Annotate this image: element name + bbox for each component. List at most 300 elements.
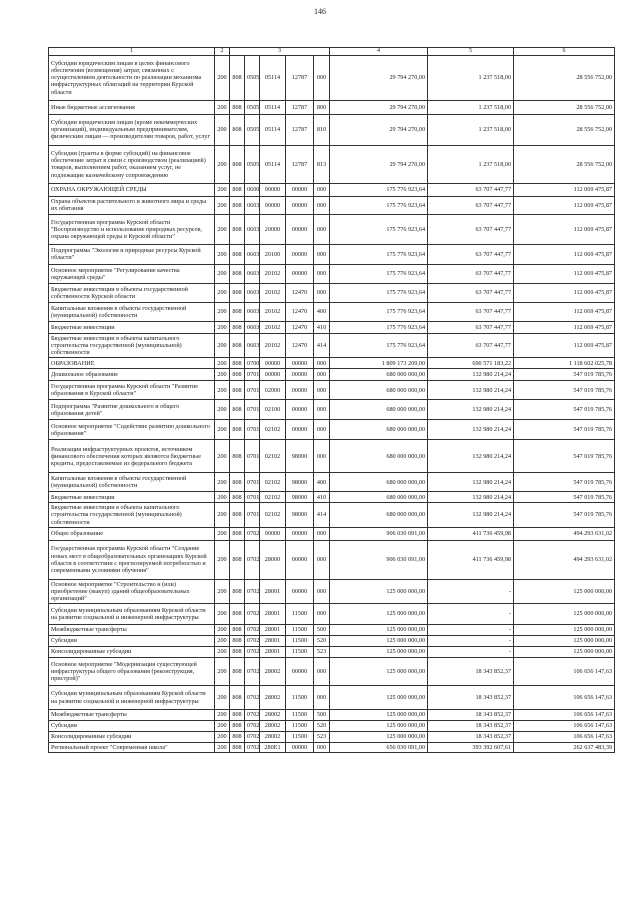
code-cell: 410 <box>314 321 330 333</box>
code-cell: 200 <box>215 658 230 686</box>
code-cell: 414 <box>314 333 330 357</box>
code-cell: 00000 <box>286 264 314 283</box>
value-executed: 411 736 459,98 <box>428 527 514 540</box>
value-remaining: 112 069 475,87 <box>514 196 615 214</box>
value-executed: 132 980 214,24 <box>428 492 514 503</box>
code-cell: 05114 <box>260 55 286 100</box>
code-cell: 20100 <box>260 244 286 264</box>
value-executed: 690 571 183,22 <box>428 358 514 369</box>
code-cell: 0702 <box>245 721 260 732</box>
value-plan: 175 776 923,64 <box>330 283 428 302</box>
table-row <box>49 283 615 302</box>
code-cell: 000 <box>314 358 330 369</box>
column-header: 3 <box>230 48 330 56</box>
column-header: 6 <box>514 48 615 56</box>
value-remaining: 494 293 631,02 <box>514 540 615 579</box>
value-executed: 18 343 852,37 <box>428 658 514 686</box>
value-plan: 175 776 923,64 <box>330 183 428 196</box>
table-row <box>49 321 615 333</box>
code-cell: 808 <box>230 196 245 214</box>
code-cell: 0603 <box>245 264 260 283</box>
value-plan: 29 794 270,00 <box>330 55 428 100</box>
table-row <box>49 333 615 357</box>
row-name: Бюджетные инвестиции в объекты государственной собственности Курской области <box>49 283 215 302</box>
code-cell: 00000 <box>286 183 314 196</box>
row-name: Бюджетные инвестиции <box>49 492 215 503</box>
page-number: 146 <box>314 7 326 16</box>
code-cell: 00000 <box>286 381 314 400</box>
value-remaining: 547 019 785,76 <box>514 381 615 400</box>
row-name: Государственная программа Курской области "Создание новых мест в общеобразовательных организациях Курской области в соответствии с прогнозируемой потребностью и современными условиями обучения" <box>49 540 215 579</box>
value-plan: 29 794 270,00 <box>330 100 428 114</box>
row-name: Охрана объектов растительного и животного мира и среды их обитания <box>49 196 215 214</box>
value-remaining: 112 069 475,87 <box>514 264 615 283</box>
code-cell: 280E1 <box>260 743 286 753</box>
code-cell: 523 <box>314 732 330 743</box>
code-cell: 808 <box>230 503 245 527</box>
code-cell: 000 <box>314 183 330 196</box>
code-cell: 808 <box>230 321 245 333</box>
code-cell: 808 <box>230 369 245 381</box>
value-plan: 125 000 000,00 <box>330 636 428 647</box>
code-cell: 200 <box>215 743 230 753</box>
value-executed: 393 392 607,61 <box>428 743 514 753</box>
code-cell: 0603 <box>245 302 260 321</box>
row-name: Субсидии муниципальным образованиям Курской области на развитие социальной и инженерной инфраструктуры <box>49 604 215 625</box>
code-cell: 00000 <box>260 527 286 540</box>
code-cell: 808 <box>230 721 245 732</box>
value-remaining: 125 000 000,00 <box>514 625 615 636</box>
code-cell: 808 <box>230 527 245 540</box>
row-name: Консолидированные субсидии <box>49 732 215 743</box>
value-executed: 63 707 447,77 <box>428 302 514 321</box>
code-cell: 000 <box>314 264 330 283</box>
table-row <box>49 214 615 244</box>
code-cell: 000 <box>314 369 330 381</box>
code-cell: 200 <box>215 244 230 264</box>
code-cell: 808 <box>230 604 245 625</box>
code-cell: 000 <box>314 196 330 214</box>
code-cell: 12787 <box>286 114 314 145</box>
table-row <box>49 55 615 100</box>
code-cell: 11500 <box>286 604 314 625</box>
table-row <box>49 743 615 753</box>
code-cell: 0700 <box>245 358 260 369</box>
code-cell: 12470 <box>286 283 314 302</box>
value-executed: 1 237 518,00 <box>428 100 514 114</box>
code-cell: 0702 <box>245 527 260 540</box>
value-executed: 1 237 518,00 <box>428 55 514 100</box>
code-cell: 00000 <box>286 244 314 264</box>
code-cell: 0702 <box>245 658 260 686</box>
value-executed: 63 707 447,77 <box>428 321 514 333</box>
value-executed: 132 980 214,24 <box>428 473 514 492</box>
code-cell: 12470 <box>286 302 314 321</box>
value-executed: 63 707 447,77 <box>428 264 514 283</box>
code-cell: 28001 <box>260 579 286 603</box>
code-cell: 28000 <box>260 540 286 579</box>
code-cell: 0701 <box>245 492 260 503</box>
value-executed: - <box>428 579 514 603</box>
code-cell: 11500 <box>286 636 314 647</box>
code-cell: 28001 <box>260 625 286 636</box>
value-plan: 29 794 270,00 <box>330 145 428 183</box>
code-cell: 200 <box>215 114 230 145</box>
row-name: Основное мероприятие "Содействие развитию дошкольного образования" <box>49 420 215 440</box>
code-cell: 28002 <box>260 732 286 743</box>
row-name: Субсидии (гранты в форме субсидий) на финансовое обеспечение затрат в связи с производством (реализацией) товаров, выполнением работ, оказанием услуг, не подлежащие казначейскому сопровождению <box>49 145 215 183</box>
code-cell: 00000 <box>286 400 314 420</box>
table-row <box>49 658 615 686</box>
code-cell: 808 <box>230 658 245 686</box>
code-cell: 000 <box>314 381 330 400</box>
code-cell: 0702 <box>245 604 260 625</box>
code-cell: 0505 <box>245 100 260 114</box>
code-cell: 12787 <box>286 100 314 114</box>
code-cell: 0702 <box>245 636 260 647</box>
value-remaining: 106 656 147,63 <box>514 721 615 732</box>
value-plan: 125 000 000,00 <box>330 625 428 636</box>
value-plan: 906 030 091,00 <box>330 540 428 579</box>
code-cell: 200 <box>215 647 230 658</box>
code-cell: 200 <box>215 321 230 333</box>
value-plan: 29 794 270,00 <box>330 114 428 145</box>
row-name: Субсидии <box>49 636 215 647</box>
code-cell: 0600 <box>245 183 260 196</box>
value-executed: 132 980 214,24 <box>428 420 514 440</box>
code-cell: 200 <box>215 503 230 527</box>
value-executed: 63 707 447,77 <box>428 183 514 196</box>
value-remaining: 106 656 147,63 <box>514 658 615 686</box>
value-remaining: 106 656 147,63 <box>514 710 615 721</box>
row-name: Иные бюджетные ассигнования <box>49 100 215 114</box>
value-remaining: 106 656 147,63 <box>514 732 615 743</box>
code-cell: 810 <box>314 114 330 145</box>
table-row <box>49 604 615 625</box>
code-cell: 813 <box>314 145 330 183</box>
code-cell: 02102 <box>260 440 286 473</box>
code-cell: 200 <box>215 333 230 357</box>
code-cell: 28002 <box>260 721 286 732</box>
code-cell: 0603 <box>245 214 260 244</box>
code-cell: 523 <box>314 647 330 658</box>
code-cell: 200 <box>215 721 230 732</box>
value-plan: 680 000 000,00 <box>330 369 428 381</box>
code-cell: 12787 <box>286 55 314 100</box>
value-executed: 18 343 852,37 <box>428 732 514 743</box>
code-cell: 0701 <box>245 440 260 473</box>
code-cell: 0701 <box>245 503 260 527</box>
code-cell: 20000 <box>260 214 286 244</box>
code-cell: 02000 <box>260 381 286 400</box>
code-cell: 200 <box>215 55 230 100</box>
code-cell: 0603 <box>245 244 260 264</box>
value-remaining: 125 000 000,00 <box>514 647 615 658</box>
code-cell: 200 <box>215 369 230 381</box>
value-remaining: 547 019 785,76 <box>514 440 615 473</box>
code-cell: 05114 <box>260 100 286 114</box>
value-executed: 63 707 447,77 <box>428 283 514 302</box>
value-plan: 175 776 923,64 <box>330 333 428 357</box>
row-name: ОХРАНА ОКРУЖАЮЩЕЙ СРЕДЫ <box>49 183 215 196</box>
value-remaining: 1 118 602 025,78 <box>514 358 615 369</box>
code-cell: 02100 <box>260 400 286 420</box>
column-header: 2 <box>215 48 230 56</box>
value-executed: 18 343 852,37 <box>428 710 514 721</box>
value-remaining: 547 019 785,76 <box>514 420 615 440</box>
code-cell: 000 <box>314 420 330 440</box>
row-name: Реализация инфраструктурных проектов, источником финансового обеспечения которых являются бюджетные кредиты, предоставляемые из федерального бюджета <box>49 440 215 473</box>
code-cell: 20102 <box>260 264 286 283</box>
code-cell: 11500 <box>286 647 314 658</box>
row-name: Региональный проект "Современная школа" <box>49 743 215 753</box>
code-cell: 200 <box>215 100 230 114</box>
code-cell: 0505 <box>245 55 260 100</box>
code-cell: 200 <box>215 604 230 625</box>
code-cell: 808 <box>230 283 245 302</box>
code-cell: 0701 <box>245 381 260 400</box>
code-cell: 808 <box>230 145 245 183</box>
code-cell: 000 <box>314 579 330 603</box>
code-cell: 410 <box>314 492 330 503</box>
value-executed: 63 707 447,77 <box>428 214 514 244</box>
code-cell: 02102 <box>260 473 286 492</box>
row-name: Основное мероприятие "Модернизация существующей инфраструктуры общего образования (реконструкция, пристрой)" <box>49 658 215 686</box>
code-cell: 02102 <box>260 492 286 503</box>
code-cell: 200 <box>215 183 230 196</box>
value-remaining: 112 069 475,87 <box>514 244 615 264</box>
code-cell: 400 <box>314 302 330 321</box>
row-name: Государственная программа Курской области "Воспроизводство и использование природных ресурсов, охрана окружающей среды в Курской области" <box>49 214 215 244</box>
table-row <box>49 196 615 214</box>
value-executed: 411 736 459,98 <box>428 540 514 579</box>
code-cell: 05114 <box>260 114 286 145</box>
value-executed: - <box>428 636 514 647</box>
code-cell: 0603 <box>245 321 260 333</box>
table-row <box>49 540 615 579</box>
code-cell: 0702 <box>245 686 260 710</box>
code-cell: 0505 <box>245 114 260 145</box>
value-remaining: 112 069 475,87 <box>514 214 615 244</box>
code-cell: 808 <box>230 732 245 743</box>
code-cell: 11500 <box>286 686 314 710</box>
code-cell: 0702 <box>245 743 260 753</box>
code-cell: 808 <box>230 114 245 145</box>
column-header: 5 <box>428 48 514 56</box>
value-plan: 125 000 000,00 <box>330 604 428 625</box>
code-cell: 11500 <box>286 710 314 721</box>
code-cell: 28002 <box>260 710 286 721</box>
value-remaining: 125 000 000,00 <box>514 636 615 647</box>
code-cell: 0603 <box>245 196 260 214</box>
row-name: Дошкольное образование <box>49 369 215 381</box>
table-row <box>49 527 615 540</box>
code-cell: 000 <box>314 604 330 625</box>
code-cell: 0702 <box>245 625 260 636</box>
code-cell: 0505 <box>245 145 260 183</box>
table-row <box>49 647 615 658</box>
code-cell: 000 <box>314 283 330 302</box>
value-plan: 175 776 923,64 <box>330 264 428 283</box>
code-cell: 500 <box>314 625 330 636</box>
value-remaining: 262 637 483,39 <box>514 743 615 753</box>
code-cell: 200 <box>215 527 230 540</box>
row-name: Консолидированные субсидии <box>49 647 215 658</box>
value-executed: - <box>428 604 514 625</box>
value-remaining: 547 019 785,76 <box>514 492 615 503</box>
code-cell: 000 <box>314 244 330 264</box>
code-cell: 000 <box>314 658 330 686</box>
code-cell: 000 <box>314 527 330 540</box>
code-cell: 808 <box>230 55 245 100</box>
value-remaining: 28 556 752,00 <box>514 145 615 183</box>
code-cell: 0702 <box>245 540 260 579</box>
code-cell: 808 <box>230 647 245 658</box>
code-cell: 200 <box>215 381 230 400</box>
row-name: Бюджетные инвестиции в объекты капитального строительства государственной (муниципальной) собственности <box>49 333 215 357</box>
code-cell: 808 <box>230 381 245 400</box>
code-cell: 808 <box>230 264 245 283</box>
code-cell: 11500 <box>286 625 314 636</box>
code-cell: 0702 <box>245 647 260 658</box>
code-cell: 520 <box>314 721 330 732</box>
code-cell: 12470 <box>286 321 314 333</box>
code-cell: 520 <box>314 636 330 647</box>
code-cell: 00000 <box>260 183 286 196</box>
table-row <box>49 264 615 283</box>
code-cell: 200 <box>215 636 230 647</box>
code-cell: 500 <box>314 710 330 721</box>
column-number-row <box>49 48 615 56</box>
value-plan: 680 000 000,00 <box>330 381 428 400</box>
value-executed: 63 707 447,77 <box>428 196 514 214</box>
row-name: ОБРАЗОВАНИЕ <box>49 358 215 369</box>
code-cell: 808 <box>230 244 245 264</box>
value-executed: 132 980 214,24 <box>428 503 514 527</box>
code-cell: 28001 <box>260 604 286 625</box>
table-row <box>49 473 615 492</box>
table-row <box>49 369 615 381</box>
code-cell: 000 <box>314 540 330 579</box>
code-cell: 200 <box>215 625 230 636</box>
value-plan: 175 776 923,64 <box>330 244 428 264</box>
code-cell: 200 <box>215 214 230 244</box>
code-cell: 00000 <box>286 527 314 540</box>
value-plan: 680 000 000,00 <box>330 400 428 420</box>
code-cell: 808 <box>230 625 245 636</box>
value-remaining: 547 019 785,76 <box>514 400 615 420</box>
table-row <box>49 440 615 473</box>
code-cell: 200 <box>215 440 230 473</box>
column-header: 1 <box>49 48 215 56</box>
row-name: Капитальные вложения в объекты государственной (муниципальной) собственности <box>49 302 215 321</box>
table-row <box>49 302 615 321</box>
code-cell: 00000 <box>286 358 314 369</box>
code-cell: 0603 <box>245 283 260 302</box>
value-plan: 680 000 000,00 <box>330 503 428 527</box>
code-cell: 28001 <box>260 647 286 658</box>
code-cell: 808 <box>230 473 245 492</box>
code-cell: 000 <box>314 686 330 710</box>
code-cell: 0701 <box>245 400 260 420</box>
code-cell: 12787 <box>286 145 314 183</box>
value-executed: 1 237 518,00 <box>428 114 514 145</box>
code-cell: 05114 <box>260 145 286 183</box>
code-cell: 28002 <box>260 686 286 710</box>
value-remaining: 547 019 785,76 <box>514 503 615 527</box>
value-remaining: 547 019 785,76 <box>514 369 615 381</box>
row-name: Государственная программа Курской области "Развитие образования в Курской области" <box>49 381 215 400</box>
table-row <box>49 625 615 636</box>
code-cell: 0603 <box>245 333 260 357</box>
value-remaining: 28 556 752,00 <box>514 100 615 114</box>
code-cell: 0701 <box>245 420 260 440</box>
value-remaining: 112 069 475,87 <box>514 321 615 333</box>
value-remaining: 547 019 785,76 <box>514 473 615 492</box>
row-name: Субсидии юридическим лицам (кроме некоммерческих организаций), индивидуальным предпринимателям, физическим лицам — производителям товаров, работ, услуг <box>49 114 215 145</box>
code-cell: 200 <box>215 732 230 743</box>
table-row <box>49 100 615 114</box>
code-cell: 00000 <box>286 196 314 214</box>
code-cell: 808 <box>230 358 245 369</box>
code-cell: 808 <box>230 440 245 473</box>
code-cell: 00000 <box>260 196 286 214</box>
code-cell: 808 <box>230 100 245 114</box>
code-cell: 200 <box>215 420 230 440</box>
code-cell: 000 <box>314 440 330 473</box>
value-executed: - <box>428 625 514 636</box>
row-name: Подпрограмма "Развитие дошкольного и общего образования детей" <box>49 400 215 420</box>
code-cell: 20102 <box>260 333 286 357</box>
code-cell: 0702 <box>245 710 260 721</box>
table-row <box>49 503 615 527</box>
code-cell: 200 <box>215 710 230 721</box>
code-cell: 200 <box>215 283 230 302</box>
table-row <box>49 244 615 264</box>
row-name: Подпрограмма "Экология и природные ресурсы Курской области" <box>49 244 215 264</box>
value-remaining: 112 069 475,87 <box>514 183 615 196</box>
value-plan: 656 030 091,00 <box>330 743 428 753</box>
value-remaining: 112 069 475,87 <box>514 302 615 321</box>
code-cell: 400 <box>314 473 330 492</box>
code-cell: 808 <box>230 400 245 420</box>
code-cell: 808 <box>230 333 245 357</box>
value-plan: 125 000 000,00 <box>330 686 428 710</box>
code-cell: 20102 <box>260 283 286 302</box>
code-cell: 200 <box>215 579 230 603</box>
code-cell: 02102 <box>260 503 286 527</box>
code-cell: 12470 <box>286 333 314 357</box>
value-remaining: 112 069 475,87 <box>514 283 615 302</box>
value-executed: 63 707 447,77 <box>428 244 514 264</box>
code-cell: 808 <box>230 183 245 196</box>
code-cell: 808 <box>230 214 245 244</box>
code-cell: 28001 <box>260 636 286 647</box>
code-cell: 200 <box>215 264 230 283</box>
table-row <box>49 183 615 196</box>
value-remaining: 106 656 147,63 <box>514 686 615 710</box>
table-row <box>49 579 615 603</box>
value-plan: 680 000 000,00 <box>330 420 428 440</box>
code-cell: 00000 <box>286 579 314 603</box>
value-executed: 63 707 447,77 <box>428 333 514 357</box>
code-cell: 98000 <box>286 492 314 503</box>
table-row <box>49 381 615 400</box>
table-row <box>49 400 615 420</box>
code-cell: 808 <box>230 579 245 603</box>
code-cell: 808 <box>230 492 245 503</box>
code-cell: 808 <box>230 540 245 579</box>
